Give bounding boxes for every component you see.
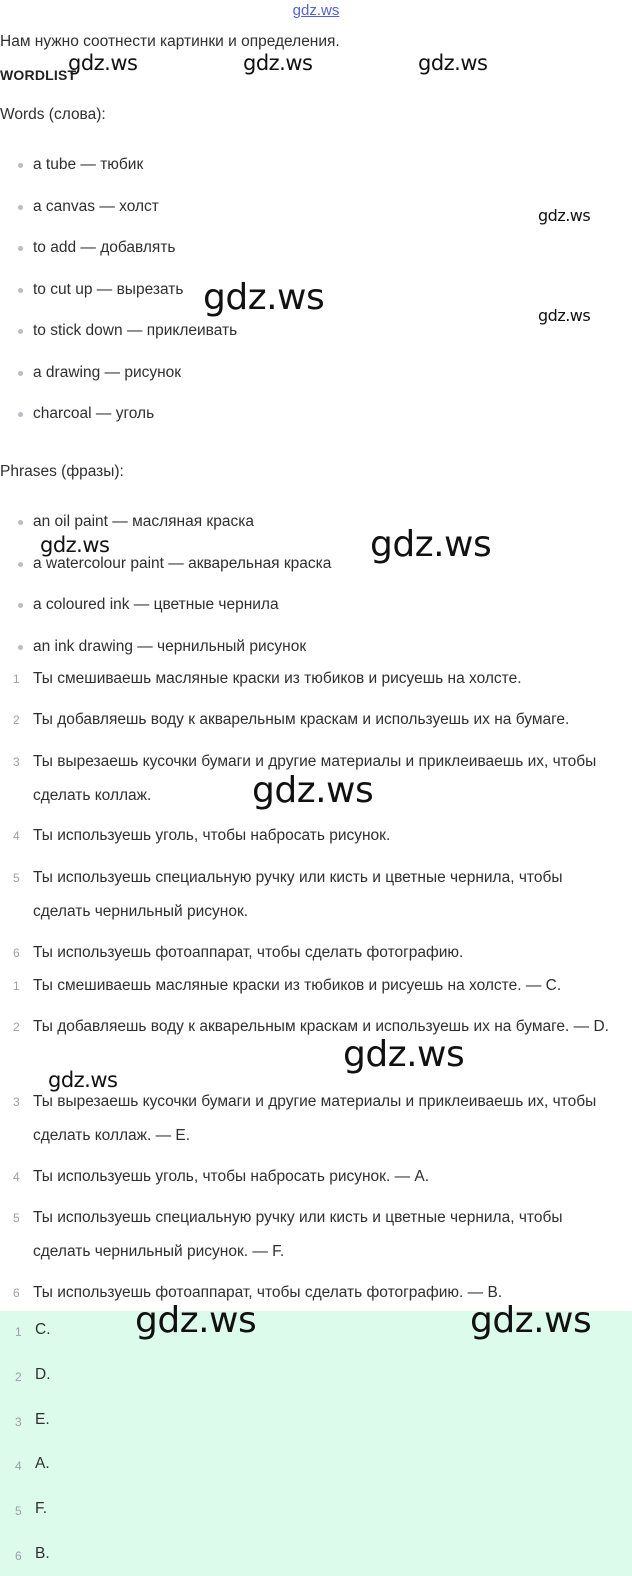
item-number: 5 xyxy=(13,1211,20,1225)
site-logo[interactable]: gdz.ws xyxy=(292,2,340,19)
matched-text: Ты добавляешь воду к акварельным краскам и используешь их на бумаге. — D. xyxy=(33,1018,609,1035)
watermark: gdz.ws xyxy=(40,533,110,557)
bullet-icon xyxy=(18,412,23,417)
bullet-icon xyxy=(18,246,23,251)
sentence-text: Ты добавляешь воду к акварельным краскам и используешь их на бумаге. xyxy=(33,711,570,728)
sentence-text: Ты смешиваешь масляные краски из тюбиков и рисуешь на холсте. xyxy=(33,670,522,687)
answer-text: F. xyxy=(35,1500,48,1517)
watermark: gdz.ws xyxy=(48,1068,118,1092)
phrase-entry: a coloured ink — цветные чернила xyxy=(33,596,279,613)
answer-text: A. xyxy=(35,1455,50,1472)
item-number: 6 xyxy=(13,1286,20,1300)
watermark: gdz.ws xyxy=(538,206,591,225)
phrase-entry: an ink drawing — чернильный рисунок xyxy=(33,638,307,655)
item-number: 6 xyxy=(15,1549,22,1563)
item-number: 3 xyxy=(13,1095,20,1109)
answer-text: D. xyxy=(35,1366,51,1383)
watermark: gdz.ws xyxy=(343,1034,465,1075)
item-number: 3 xyxy=(13,755,20,769)
item-number: 3 xyxy=(15,1415,22,1429)
watermark: gdz.ws xyxy=(243,51,313,75)
answer-text: E. xyxy=(35,1411,50,1428)
watermark: gdz.ws xyxy=(538,306,591,325)
watermark: gdz.ws xyxy=(203,277,325,318)
item-number: 5 xyxy=(15,1504,22,1518)
word-entry: a tube — тюбик xyxy=(33,156,144,173)
item-number: 4 xyxy=(13,829,20,843)
item-number: 2 xyxy=(13,1020,20,1034)
word-entry: to stick down — приклеивать xyxy=(33,322,238,339)
matched-text: Ты используешь специальную ручку или кисть и цветные чернила, чтобы сделать чернильный рисунок. — F. xyxy=(33,1209,563,1260)
answer-text: C. xyxy=(35,1321,51,1338)
word-entry: a drawing — рисунок xyxy=(33,364,182,381)
bullet-icon xyxy=(18,371,23,376)
watermark: gdz.ws xyxy=(135,1300,257,1341)
bullet-icon xyxy=(18,288,23,293)
item-number: 4 xyxy=(13,1170,20,1184)
bullet-icon xyxy=(18,329,23,334)
item-number: 2 xyxy=(15,1370,22,1384)
answer-text: B. xyxy=(35,1545,50,1562)
intro-text: Нам нужно соотнести картинки и определения. xyxy=(0,33,340,50)
bullet-icon xyxy=(18,520,23,525)
matched-text: Ты используешь фотоаппарат, чтобы сделать фотографию. — B. xyxy=(33,1284,503,1301)
answers-panel xyxy=(0,1311,632,1576)
word-entry: charcoal — уголь xyxy=(33,405,155,422)
sentence-text: Ты вырезаешь кусочки бумаги и другие материалы и приклеиваешь их, чтобы сделать коллаж. xyxy=(33,753,597,804)
watermark: gdz.ws xyxy=(418,51,488,75)
sentence-text: Ты используешь уголь, чтобы набросать рисунок. xyxy=(33,827,391,844)
watermark: gdz.ws xyxy=(470,1300,592,1341)
watermark: gdz.ws xyxy=(252,770,374,811)
word-entry: to add — добавлять xyxy=(33,239,176,256)
bullet-icon xyxy=(18,205,23,210)
wordlist-heading: WORDLIST xyxy=(0,67,77,83)
sentence-text: Ты используешь фотоаппарат, чтобы сделать фотографию. xyxy=(33,944,464,961)
bullet-icon xyxy=(18,645,23,650)
phrase-entry: an oil paint — масляная краска xyxy=(33,513,254,530)
sentence-text: Ты используешь специальную ручку или кисть и цветные чернила, чтобы сделать чернильный рисунок. xyxy=(33,869,563,920)
bullet-icon xyxy=(18,163,23,168)
word-entry: to cut up — вырезать xyxy=(33,281,184,298)
words-heading: Words (слова): xyxy=(0,106,106,123)
bullet-icon xyxy=(18,562,23,567)
item-number: 4 xyxy=(15,1459,22,1473)
matched-text: Ты вырезаешь кусочки бумаги и другие материалы и приклеиваешь их, чтобы сделать коллаж. — E. xyxy=(33,1093,597,1144)
watermark: gdz.ws xyxy=(68,51,138,75)
bullet-icon xyxy=(18,603,23,608)
item-number: 1 xyxy=(13,672,20,686)
word-entry: a canvas — холст xyxy=(33,198,159,215)
item-number: 6 xyxy=(13,946,20,960)
phrase-entry: a watercolour paint — акварельная краска xyxy=(33,555,332,572)
matched-text: Ты используешь уголь, чтобы набросать рисунок. — A. xyxy=(33,1168,430,1185)
item-number: 2 xyxy=(13,713,20,727)
item-number: 1 xyxy=(13,979,20,993)
watermark: gdz.ws xyxy=(370,524,492,565)
phrases-heading: Phrases (фразы): xyxy=(0,463,124,480)
item-number: 5 xyxy=(13,871,20,885)
matched-text: Ты смешиваешь масляные краски из тюбиков и рисуешь на холсте. — C. xyxy=(33,977,562,994)
item-number: 1 xyxy=(15,1325,22,1339)
